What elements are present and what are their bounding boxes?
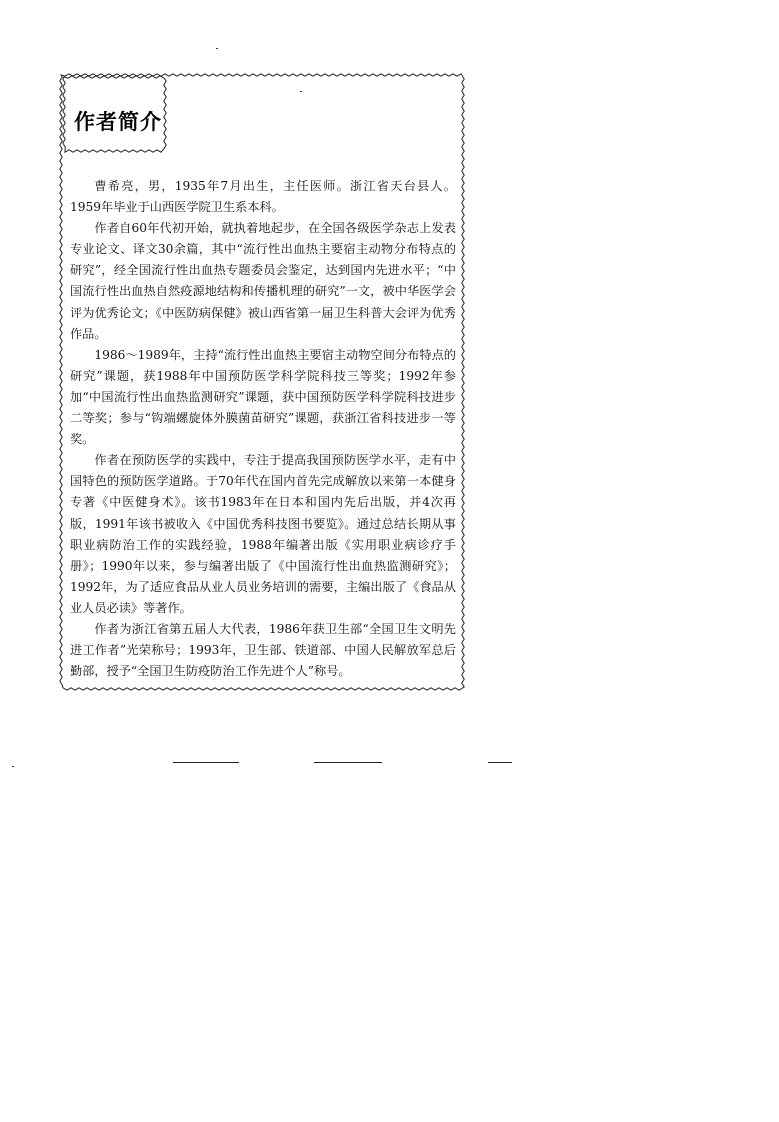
- scan-speck: [216, 48, 218, 49]
- paragraph-honors: 作者为浙江省第五届人大代表，1986年获卫生部“全国卫生文明先进工作者”光荣称号；1993年，卫生部、铁道部、中国人民解放军总后勤部，授予“全国卫生防疫防治工作先进个人”称号。: [70, 621, 456, 679]
- paragraph-publications: 作者自60年代初开始，就执着地起步，在全国各级医学杂志上发表专业论文、译文30余篇，其中“流行性出血热主要宿主动物分布特点的研究”，经全国流行性出血热专题委员会鉴定，达到国内先进水平；“中国流行性出血热自然疫源地结构和传播机理的研究”一文，被中华医学会评为优秀论文；《中医防病保健》被山西省第一届卫生科普大会评为优秀作品。: [70, 221, 456, 341]
- paragraph-basic-info: 曹希亮，男，1935年7月出生，主任医师。浙江省天台县人。1959年毕业于山西医学院卫生系本科。: [70, 179, 456, 215]
- scan-line: [314, 762, 382, 763]
- scan-speck: [300, 91, 302, 92]
- paragraph-research-awards: 1986～1989年，主持“流行性出血热主要宿主动物空间分布特点的研究”课题，获1988年中国预防医学科学院科技三等奖；1992年参加“中国流行性出血热监测研究”课题，获中国预防医学科学院科技进步二等奖；参与“钩端螺旋体外膜菌苗研究”课题，获浙江省科技进步一等奖。: [70, 347, 456, 447]
- scan-line: [173, 762, 239, 763]
- author-bio-frame: [58, 72, 466, 692]
- section-title: 作者简介: [74, 110, 162, 134]
- scan-speck: [12, 766, 14, 767]
- paragraph-practice-books: 作者在预防医学的实践中，专注于提高我国预防医学水平，走有中国特色的预防医学道路。于70年代在国内首先完成解放以来第一本健身专著《中医健身术》。该书1983年在日本和国内先后出版，并4次再版，1991年该书被收入《中国优秀科技图书要览》。通过总结长期从事职业病防治工作的实践经验，1988年编著出版《实用职业病诊疗手册》；1990年以来，参与编著出版了《中国流行性出血热监测研究》；1992年，为了适应食品从业人员业务培训的需要，主编出版了《食品从业人员必读》等著作。: [70, 453, 456, 615]
- bio-body: [70, 176, 456, 682]
- scan-line: [488, 762, 512, 763]
